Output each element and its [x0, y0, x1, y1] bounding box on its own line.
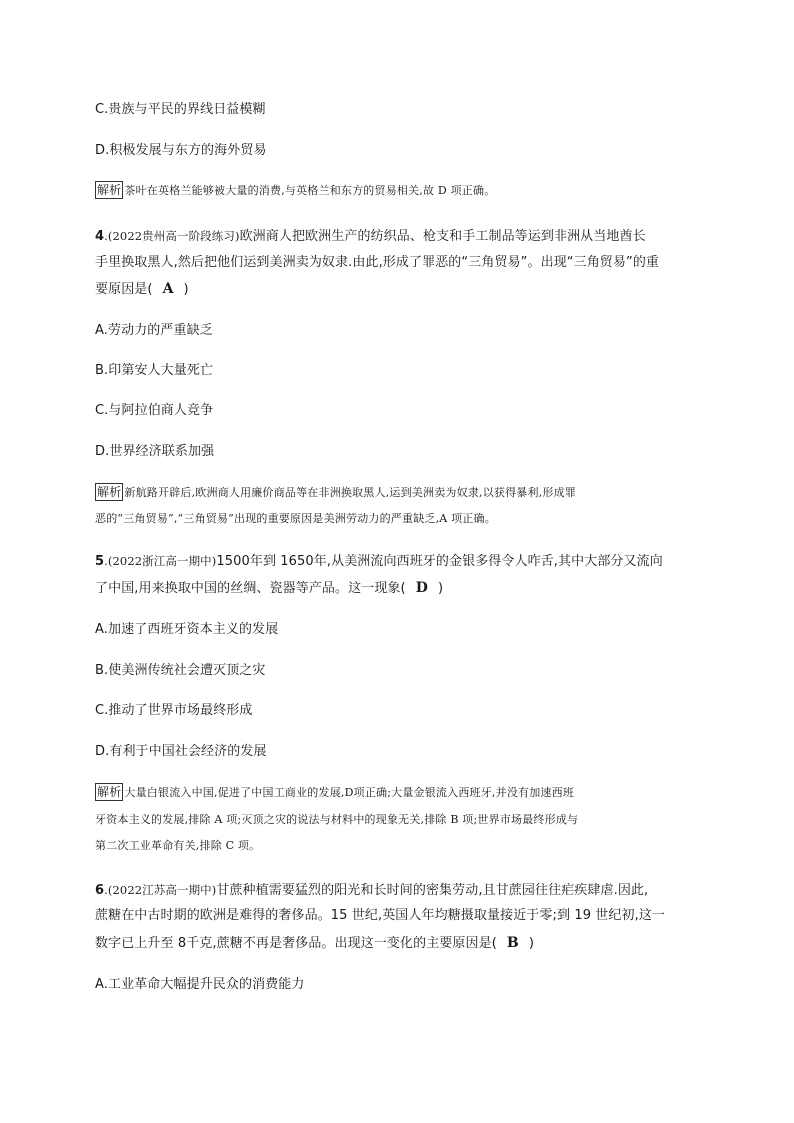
q4-option-c: C.与阿拉伯商人竞争 [95, 403, 214, 418]
q5-option-b: B.使美洲传统社会遭灭顶之灾 [95, 663, 266, 678]
stem-text: 数字已上升至 8千克,蔗糖不再是奢侈品。出现这一变化的主要原因是( [95, 936, 497, 951]
q5-option-a: A.加速了西班牙资本主义的发展 [95, 622, 279, 637]
analysis-text: 新航路开辟后,欧洲商人用廉价商品等在非洲换取黑人,运到美洲卖为奴隶,以获得暴利,形成罪 [124, 486, 576, 499]
q5-analysis-line-2: 牙资本主义的发展,排除 A 项;灭顶之灾的说法与材料中的现象无关,排除 B 项;世界市场最终形成与 [95, 813, 579, 826]
q3-analysis [95, 181, 495, 201]
q6-option-a: A.工业革命大幅提升民众的消费能力 [95, 977, 305, 992]
stem-text: ) [437, 581, 444, 596]
stem-text: 欧洲商人把欧洲生产的纺织品、枪支和手工制品等运到非洲从当地酋长 [239, 229, 646, 244]
analysis-tag: 解析 [97, 485, 122, 499]
question-number: 6 [95, 883, 105, 898]
question-source: .(2022贵州高一阶段练习) [104, 229, 240, 243]
q3-option-d: D.积极发展与东方的海外贸易 [95, 143, 267, 158]
stem-text: 甘蔗种植需要猛烈的阳光和长时间的密集劳动,且甘蔗园往往疟疾肆虐.因此, [216, 883, 649, 898]
q4-stem-line-3 [95, 279, 189, 300]
stem-text: 1500年到 1650年,从美洲流向西班牙的金银多得令人咋舌,其中大部分又流向 [216, 554, 663, 569]
q5-option-c: C.推动了世界市场最终形成 [95, 703, 253, 718]
q5-stem-line-2 [95, 578, 443, 599]
q4-stem-line-1 [95, 226, 646, 247]
stem-text: 了中国,用来换取中国的丝绸、瓷器等产品。这一现象( [95, 581, 406, 596]
q6-stem-line-1 [95, 880, 648, 901]
analysis-tag: 解析 [97, 785, 122, 799]
question-number: 5 [95, 554, 105, 569]
question-number: 4 [95, 229, 105, 244]
q6-stem-line-3 [95, 933, 534, 954]
q5-stem-line-1 [95, 551, 663, 572]
stem-text: 要原因是( [95, 282, 153, 297]
q5-analysis-line-1 [95, 783, 574, 803]
q4-analysis-line-1 [95, 483, 576, 503]
analysis-text: 大量白银流入中国,促进了中国工商业的发展,D项正确;大量金银流入西班牙,并没有加速西班 [124, 786, 575, 799]
stem-text: ) [183, 282, 189, 297]
q5-analysis-line-3: 第二次工业革命有关,排除 C 项。 [95, 839, 261, 852]
question-source: .(2022浙江高一期中) [104, 554, 217, 568]
q4-option-d: D.世界经济联系加强 [95, 444, 215, 459]
q4-option-a: A.劳动力的严重缺乏 [95, 323, 213, 338]
stem-text: ) [528, 936, 535, 951]
q6-stem-line-2: 蔗糖在中古时期的欧洲是难得的奢侈品。15 世纪,英国人年均糖摄取量接近于零;到 19 世纪初,这一 [95, 908, 666, 923]
analysis-tag: 解析 [97, 183, 122, 197]
q4-analysis-line-2: 恶的“三角贸易”,“三角贸易”出现的重要原因是美洲劳动力的严重缺乏,A 项正确。 [95, 512, 496, 525]
q4-stem-line-2: 手里换取黑人,然后把他们运到美洲卖为奴隶.由此,形成了罪恶的“三角贸易”。出现“三角贸易”的重 [95, 255, 660, 270]
answer-letter: A [162, 281, 174, 297]
question-source: .(2022江苏高一期中) [104, 883, 217, 897]
analysis-text: 茶叶在英格兰能够被大量的消费,与英格兰和东方的贸易相关,故 D 项正确。 [124, 184, 496, 197]
answer-letter: D [415, 580, 428, 596]
answer-letter: B [506, 935, 519, 951]
q5-option-d: D.有利于中国社会经济的发展 [95, 744, 267, 759]
q4-option-b: B.印第安人大量死亡 [95, 363, 214, 378]
q3-option-c: C.贵族与平民的界线日益模糊 [95, 102, 266, 117]
